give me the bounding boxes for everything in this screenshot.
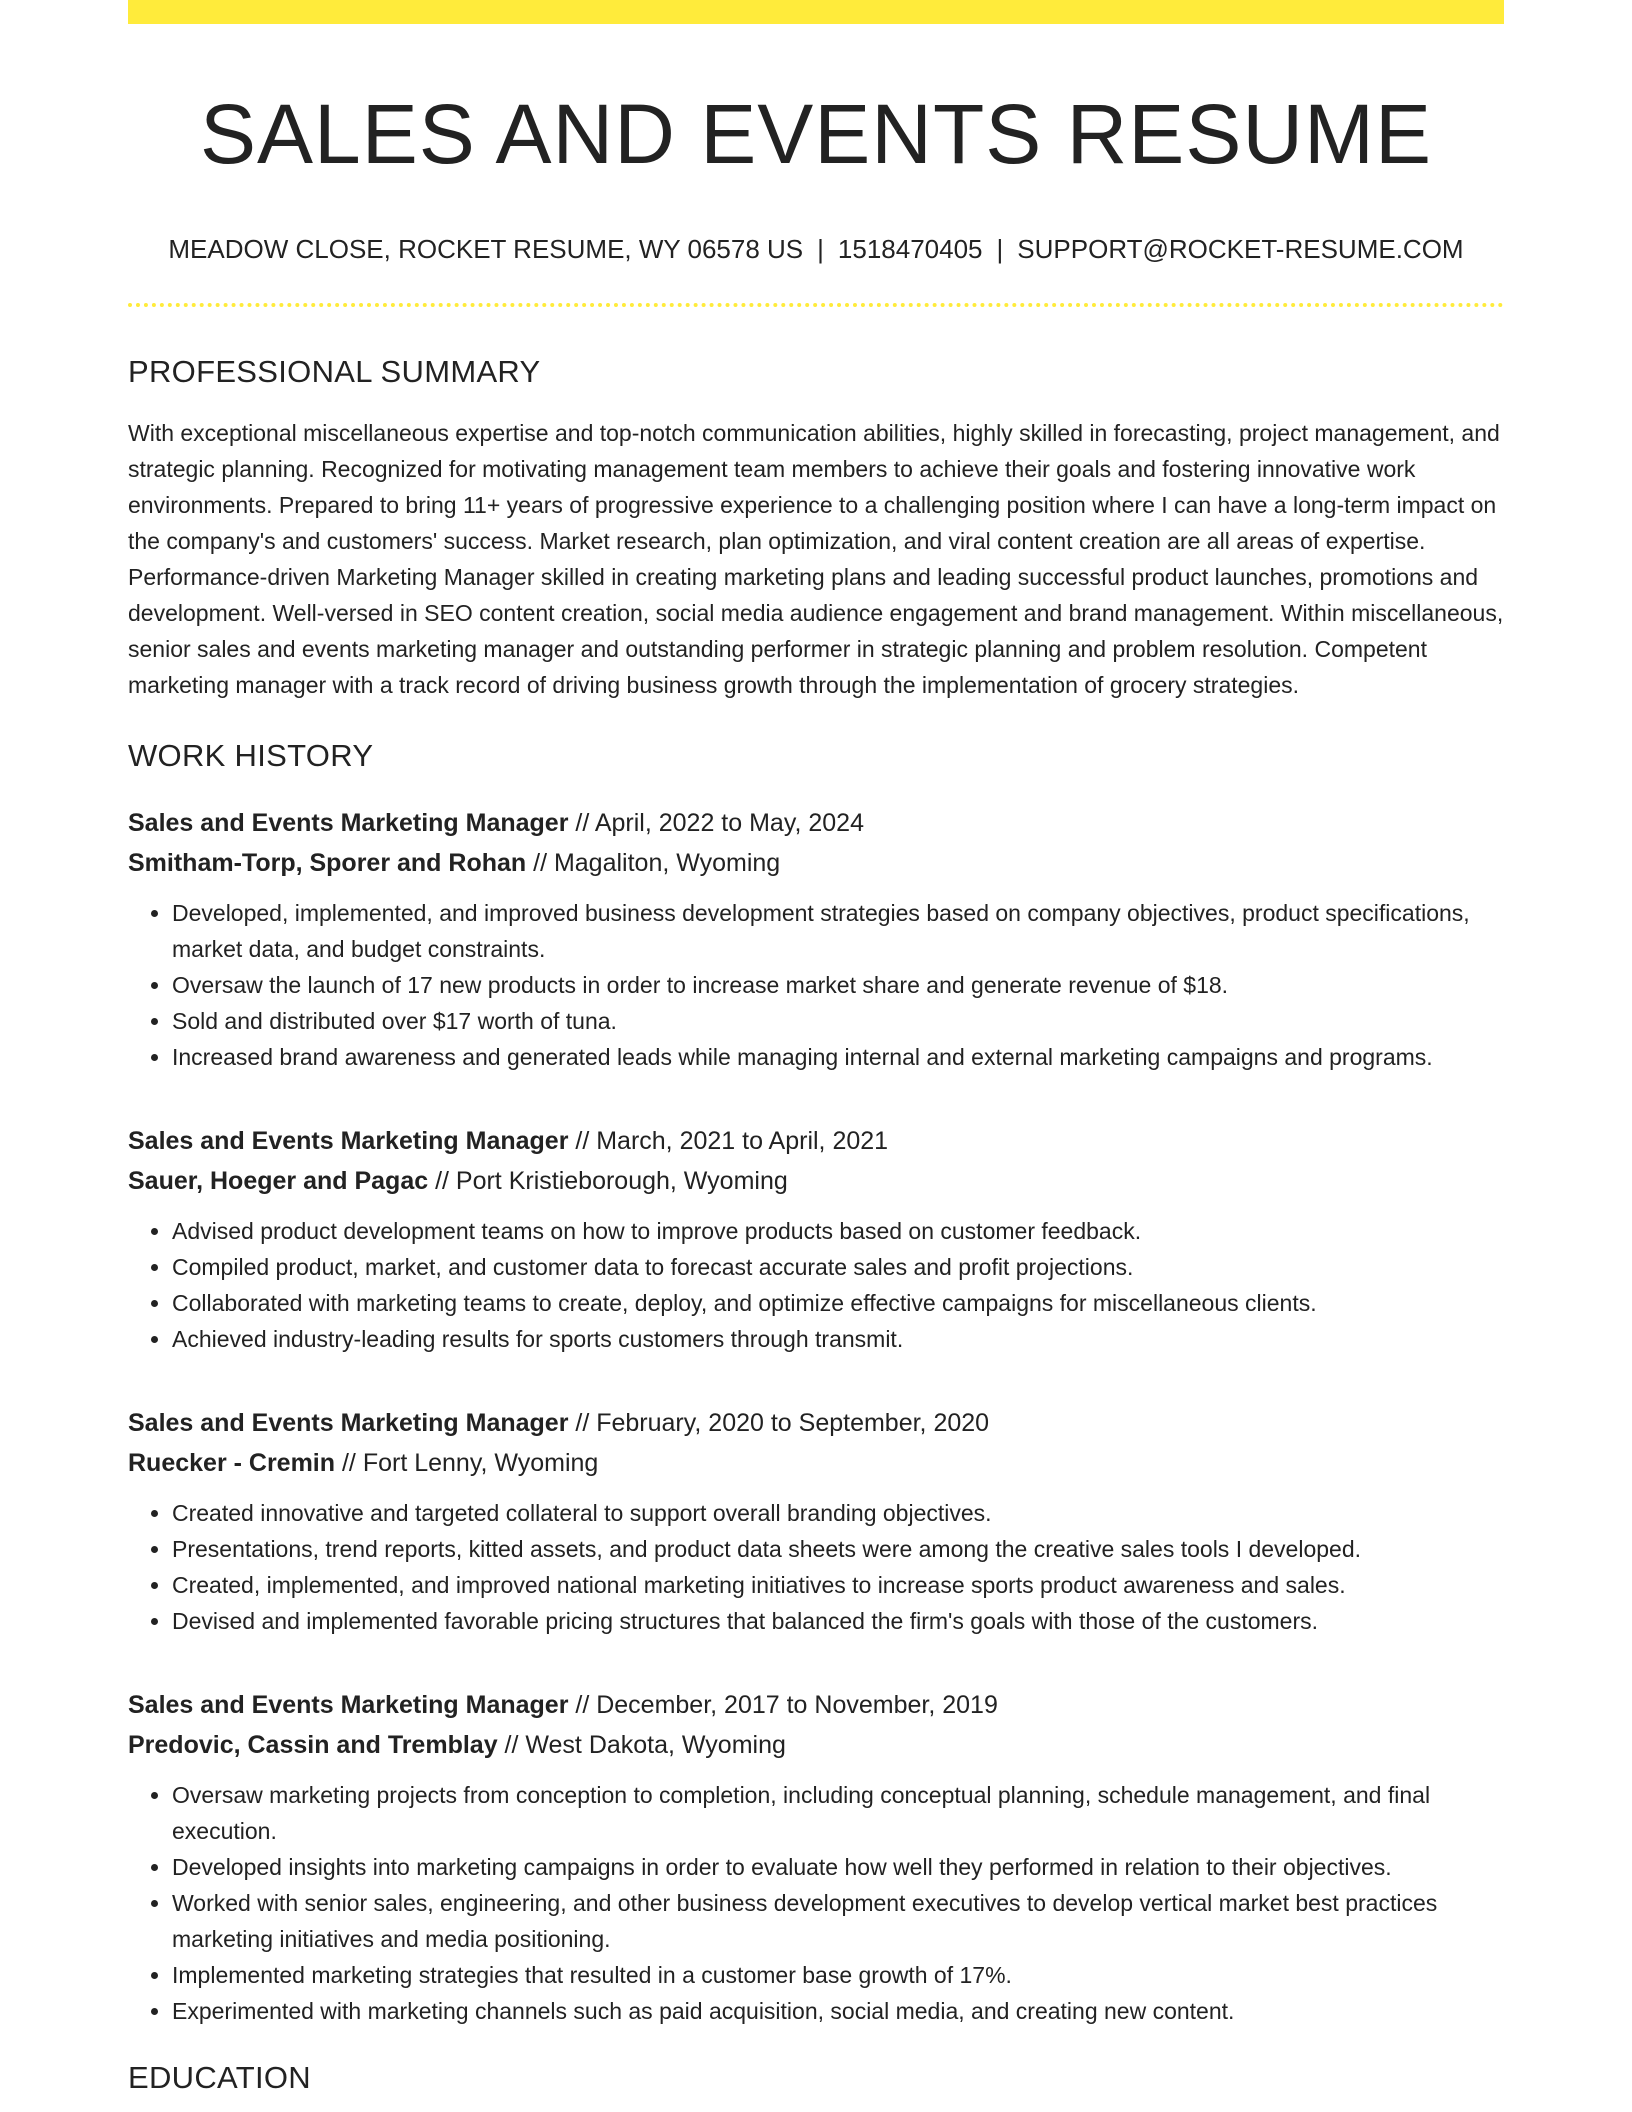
job-title: Sales and Events Marketing Manager [128,808,569,837]
contact-line [128,233,1504,265]
contact-phone: 1518470405 [837,233,983,264]
job-bullets [128,895,1504,1075]
list-item: • Oversaw the launch of 17 new products in order to increase market share and generate revenue of $18. [172,967,1504,1003]
job-title-line [128,1121,1504,1161]
work-history-heading: WORK HISTORY [128,737,374,773]
list-item: • Oversaw marketing projects from conception to completion, including conceptual planning, schedule management, and final execution. [172,1777,1504,1849]
job-bullets [128,1777,1504,2029]
top-accent-bar [128,0,1504,24]
list-item: • Compiled product, market, and customer data to forecast accurate sales and profit projections. [172,1249,1504,1285]
job-dates: // March, 2021 to April, 2021 [568,1126,889,1155]
job-dates: // April, 2022 to May, 2024 [568,808,864,837]
list-item: • Worked with senior sales, engineering, and other business development executives to develop vertical market best practices marketing initiatives and media positioning. [172,1885,1504,1957]
job-entry [128,1403,1504,1639]
summary-heading: PROFESSIONAL SUMMARY [128,353,541,389]
list-item: • Sold and distributed over $17 worth of tuna. [172,1003,1504,1039]
list-item: • Developed, implemented, and improved business development strategies based on company objectives, product specifications, market data, and budget constraints. [172,895,1504,967]
job-title-line [128,1685,1504,1725]
job-location: // Port Kristieborough, Wyoming [428,1166,788,1195]
contact-separator: | [996,233,1004,264]
contact-address: MEADOW CLOSE, ROCKET RESUME, WY 06578 US [168,233,804,264]
list-item: • Implemented marketing strategies that resulted in a customer base growth of 17%. [172,1957,1504,1993]
job-entry [128,1685,1504,2029]
job-bullets [128,1495,1504,1639]
list-item: • Created innovative and targeted collateral to support overall branding objectives. [172,1495,1504,1531]
job-location: // Fort Lenny, Wyoming [335,1448,599,1477]
list-item: • Achieved industry-leading results for sports customers through transmit. [172,1321,1504,1357]
list-item: • Presentations, trend reports, kitted assets, and product data sheets were among the creative sales tools I developed. [172,1531,1504,1567]
list-item: • Created, implemented, and improved national marketing initiatives to increase sports product awareness and sales. [172,1567,1504,1603]
job-location: // West Dakota, Wyoming [497,1730,786,1759]
list-item: • Experimented with marketing channels such as paid acquisition, social media, and creating new content. [172,1993,1504,2029]
job-company-line [128,843,1504,883]
job-company: Predovic, Cassin and Tremblay [128,1730,498,1759]
job-bullets [128,1213,1504,1357]
job-company-line [128,1443,1504,1483]
job-company: Smitham-Torp, Sporer and Rohan [128,848,527,877]
list-item: • Devised and implemented favorable pricing structures that balanced the firm's goals with those of the customers. [172,1603,1504,1639]
job-company-line [128,1725,1504,1765]
job-dates: // December, 2017 to November, 2019 [568,1690,998,1719]
job-dates: // February, 2020 to September, 2020 [568,1408,990,1437]
contact-email[interactable]: SUPPORT@ROCKET-RESUME.COM [1017,233,1464,264]
job-company: Ruecker - Cremin [128,1448,336,1477]
education-heading: EDUCATION [128,2059,311,2095]
job-title-line [128,1403,1504,1443]
contact-separator: | [817,233,824,264]
summary-text: With exceptional miscellaneous expertise and top-notch communication abilities, highly skilled in forecasting, project management, and strategic planning. Recognized for motivating management team members to achieve their goals and fostering innovative work environments. Prepared to bring 11+ years of progressive experience to a challenging position where I can have a long-term impact on the company's and customers' success. Market research, plan optimization, and viral content creation are all areas of expertise. Performance-driven Marketing Manager skilled in creating marketing plans and leading successful product launches, promotions and development. Well-versed in SEO content creation, social media audience engagement and brand management. Within miscellaneous, senior sales and events marketing manager and outstanding performer in strategic planning and problem resolution. Competent marketing manager with a track record of driving business growth through the implementation of grocery strategies. [128,419,1504,698]
list-item: • Advised product development teams on how to improve products based on customer feedback. [172,1213,1504,1249]
list-item: • Increased brand awareness and generated leads while managing internal and external marketing campaigns and programs. [172,1039,1504,1075]
job-title: Sales and Events Marketing Manager [128,1690,569,1719]
job-location: // Magaliton, Wyoming [526,848,781,877]
job-entry [128,803,1504,1075]
job-company-line [128,1161,1504,1201]
job-company: Sauer, Hoeger and Pagac [128,1166,429,1195]
job-title: Sales and Events Marketing Manager [128,1126,569,1155]
page-title: SALES AND EVENTS RESUME [199,87,1433,181]
resume-page [128,0,1504,2097]
list-item: • Developed insights into marketing campaigns in order to evaluate how well they performed in relation to their objectives. [172,1849,1504,1885]
job-title-line [128,803,1504,843]
job-title: Sales and Events Marketing Manager [128,1408,569,1437]
job-entry [128,1121,1504,1357]
list-item: • Collaborated with marketing teams to create, deploy, and optimize effective campaigns for miscellaneous clients. [172,1285,1504,1321]
header-divider [128,303,1504,307]
